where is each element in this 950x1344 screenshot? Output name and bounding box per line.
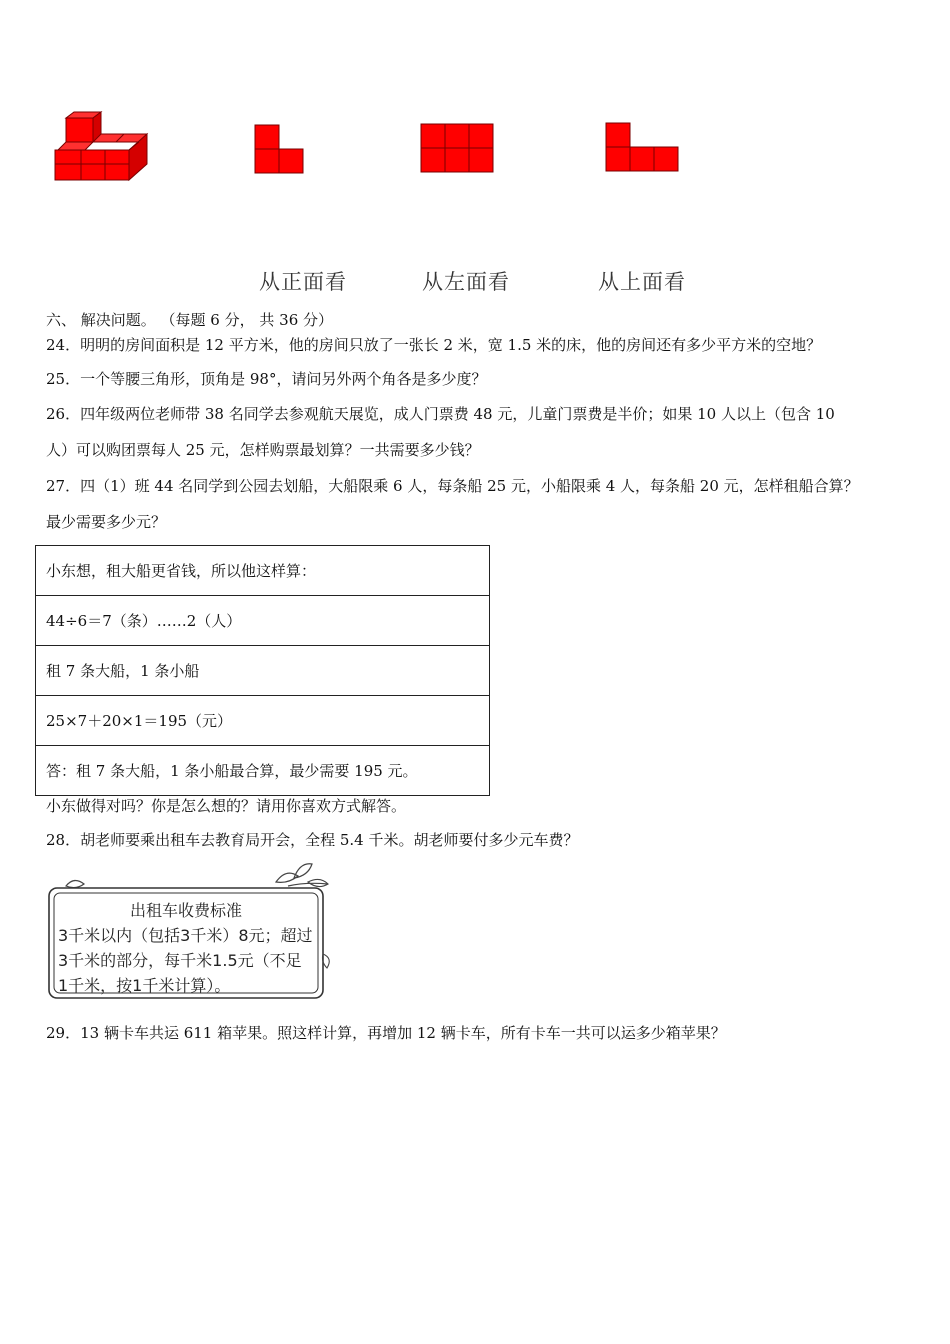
taxi-fare-card-body (58, 923, 313, 998)
view-label-top: 从上面看 (598, 270, 686, 294)
view-label-left: 从左面看 (422, 270, 510, 294)
table-row (36, 696, 490, 746)
left-view-figure (420, 123, 494, 173)
table-row (36, 646, 490, 696)
question-28: 28．胡老师要乘出租车去教育局开会，全程 5.4 千米。胡老师要付多少元车费？ (46, 831, 579, 849)
xiaodong-solution-table (35, 545, 490, 796)
table-row (36, 596, 490, 646)
question-26-line1: 26．四年级两位老师带 38 名同学去参观航天展览，成人门票费 48 元，儿童门票费是半价；如果 10 人以上（包含 10 (46, 405, 835, 423)
table-cell: 小东想，租大船更省钱，所以他这样算： (36, 546, 490, 596)
top-view-figure (605, 122, 679, 172)
table-cell: 租 7 条大船，1 条小船 (36, 646, 490, 696)
section-heading: 六、 解决问题。 （每题 6 分， 共 36 分） (46, 311, 334, 329)
question-25: 25．一个等腰三角形，顶角是 98°，请问另外两个角各是多少度？ (46, 370, 487, 388)
table-cell: 25×7＋20×1＝195（元） (36, 696, 490, 746)
taxi-fare-card-title: 出租车收费标准 (130, 901, 243, 920)
question-27-line1: 27．四（1）班 44 名同学到公园去划船，大船限乘 6 人，每条船 25 元，小船限乘 4 人，每条船 20 元，怎样租船合算？ (46, 477, 859, 495)
question-26-line2: 人）可以购团票每人 25 元，怎样购票最划算？一共需要多少钱？ (46, 441, 480, 459)
cube-solid-figure (50, 108, 150, 184)
question-27-followup: 小东做得对吗？你是怎么想的？请用你喜欢方式解答。 (46, 797, 407, 815)
taxi-fare-line: 3千米以内（包括3千米）8元；超过 (58, 926, 313, 945)
question-27-line2: 最少需要多少元？ (46, 513, 167, 531)
front-view-figure (254, 124, 304, 174)
question-24: 24．明明的房间面积是 12 平方米，他的房间只放了一张长 2 米，宽 1.5 米的床，他的房间还有多少平方米的空地？ (46, 336, 822, 354)
taxi-fare-line: 1千米，按1千米计算）。 (58, 976, 231, 995)
table-cell: 答：租 7 条大船，1 条小船最合算，最少需要 195 元。 (36, 746, 490, 796)
view-label-front: 从正面看 (259, 270, 347, 294)
table-cell: 44÷6＝7（条）……2（人） (36, 596, 490, 646)
question-29: 29．13 辆卡车共运 611 箱苹果。照这样计算，再增加 12 辆卡车，所有卡车一共可以运多少箱苹果？ (46, 1024, 726, 1042)
taxi-fare-line: 3千米的部分，每千米1.5元（不足 (58, 951, 302, 970)
table-row (36, 746, 490, 796)
table-row (36, 546, 490, 596)
